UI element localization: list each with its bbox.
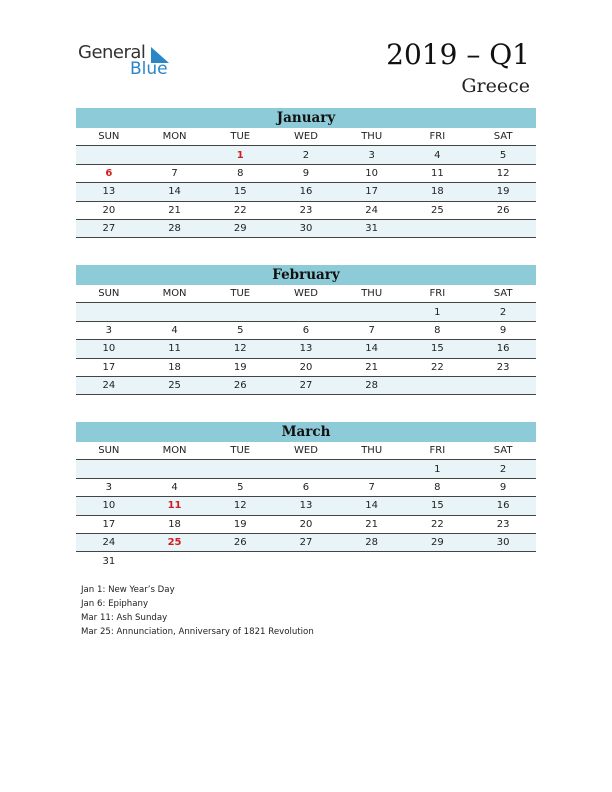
day-cell: 14 <box>142 183 208 201</box>
day-cell <box>142 552 208 570</box>
weekday-header: SAT <box>470 285 536 303</box>
day-cell: 21 <box>339 358 405 376</box>
day-cell: 27 <box>273 376 339 394</box>
day-cell: 1 <box>207 146 273 164</box>
weekday-header: THU <box>339 128 405 146</box>
day-cell <box>142 303 208 321</box>
day-cell: 2 <box>470 303 536 321</box>
day-cell: 5 <box>470 146 536 164</box>
day-cell <box>76 146 142 164</box>
day-cell: 28 <box>339 533 405 551</box>
day-cell: 10 <box>76 340 142 358</box>
logo <box>78 42 178 82</box>
day-cell: 15 <box>405 340 471 358</box>
day-cell: 6 <box>273 478 339 496</box>
day-cell: 23 <box>273 201 339 219</box>
day-cell: 25 <box>142 533 208 551</box>
weekday-header: MON <box>142 442 208 460</box>
week-row <box>76 478 536 496</box>
holiday-note: Mar 25: Annunciation, Anniversary of 1821 Revolution <box>81 627 314 637</box>
day-cell: 7 <box>339 321 405 339</box>
day-cell: 18 <box>142 358 208 376</box>
week-row <box>76 460 536 478</box>
weekday-header: THU <box>339 285 405 303</box>
day-cell: 29 <box>405 533 471 551</box>
day-cell: 22 <box>207 201 273 219</box>
week-row <box>76 321 536 339</box>
day-cell: 3 <box>339 146 405 164</box>
weekday-header: THU <box>339 442 405 460</box>
day-cell: 1 <box>405 460 471 478</box>
day-cell: 31 <box>102 555 116 567</box>
day-cell <box>339 303 405 321</box>
day-cell <box>470 552 536 570</box>
day-cell: 4 <box>142 321 208 339</box>
day-cell: 10 <box>76 497 142 515</box>
day-cell <box>142 146 208 164</box>
day-cell: 16 <box>470 340 536 358</box>
day-cell: 26 <box>207 376 273 394</box>
day-cell: 15 <box>207 183 273 201</box>
day-cell <box>339 460 405 478</box>
day-cell: 2 <box>273 146 339 164</box>
day-cell: 8 <box>405 321 471 339</box>
day-cell: 23 <box>470 515 536 533</box>
day-cell: 24 <box>76 376 142 394</box>
week-row <box>76 376 536 394</box>
day-cell: 14 <box>339 497 405 515</box>
week-row <box>76 146 536 164</box>
day-cell <box>405 376 471 394</box>
day-cell: 12 <box>207 497 273 515</box>
weekday-header: WED <box>273 442 339 460</box>
day-cell: 15 <box>405 497 471 515</box>
day-cell: 14 <box>339 340 405 358</box>
day-cell: 30 <box>470 533 536 551</box>
weekday-header: MON <box>142 285 208 303</box>
day-cell <box>142 460 208 478</box>
day-cell: 20 <box>76 201 142 219</box>
day-cell: 3 <box>76 478 142 496</box>
logo-word-blue: Blue <box>130 59 168 79</box>
day-cell: 16 <box>273 183 339 201</box>
day-cell: 6 <box>76 164 142 182</box>
week-row <box>76 533 536 551</box>
day-cell: 22 <box>405 358 471 376</box>
weekday-header: WED <box>273 285 339 303</box>
day-cell: 20 <box>273 358 339 376</box>
day-cell <box>76 460 142 478</box>
day-cell <box>339 552 405 570</box>
holiday-notes <box>81 583 314 639</box>
weekday-header: SAT <box>470 128 536 146</box>
day-cell: 12 <box>207 340 273 358</box>
week-row <box>76 552 536 570</box>
day-cell: 17 <box>339 183 405 201</box>
day-cell: 11 <box>142 497 208 515</box>
weekday-header: WED <box>273 128 339 146</box>
month-grid <box>76 128 536 238</box>
day-cell <box>273 552 339 570</box>
day-cell: 20 <box>273 515 339 533</box>
day-cell <box>405 219 471 237</box>
day-cell <box>470 219 536 237</box>
country-name: Greece <box>461 75 530 97</box>
day-cell <box>405 552 471 570</box>
month-header: February <box>76 265 536 285</box>
holiday-note: Jan 6: Epiphany <box>81 599 149 609</box>
day-cell: 9 <box>273 164 339 182</box>
day-cell: 12 <box>470 164 536 182</box>
month-february <box>76 265 536 395</box>
day-cell <box>273 460 339 478</box>
day-cell: 27 <box>273 533 339 551</box>
day-cell: 17 <box>76 358 142 376</box>
day-cell: 18 <box>142 515 208 533</box>
weekday-header: TUE <box>207 442 273 460</box>
weekday-header: SUN <box>76 442 142 460</box>
week-row <box>76 164 536 182</box>
week-row <box>76 219 536 237</box>
day-cell: 11 <box>405 164 471 182</box>
day-cell <box>470 376 536 394</box>
day-cell <box>207 303 273 321</box>
day-cell: 17 <box>76 515 142 533</box>
day-cell: 27 <box>76 219 142 237</box>
day-cell: 29 <box>207 219 273 237</box>
day-cell: 9 <box>470 478 536 496</box>
day-cell: 21 <box>142 201 208 219</box>
day-cell: 21 <box>339 515 405 533</box>
day-cell: 19 <box>470 183 536 201</box>
day-cell: 28 <box>142 219 208 237</box>
day-cell: 1 <box>405 303 471 321</box>
day-cell: 3 <box>76 321 142 339</box>
day-cell <box>207 460 273 478</box>
month-grid <box>76 285 536 395</box>
month-march <box>76 422 536 570</box>
weekday-header: MON <box>142 128 208 146</box>
day-cell: 19 <box>207 358 273 376</box>
day-cell <box>207 552 273 570</box>
day-cell: 25 <box>142 376 208 394</box>
week-row <box>76 183 536 201</box>
day-cell: 8 <box>207 164 273 182</box>
day-cell: 7 <box>142 164 208 182</box>
month-grid <box>76 442 536 570</box>
weekday-header: FRI <box>405 128 471 146</box>
day-cell: 5 <box>207 478 273 496</box>
month-header: March <box>76 422 536 442</box>
day-cell: 8 <box>405 478 471 496</box>
logo-word-general: General <box>78 42 146 63</box>
holiday-note: Mar 11: Ash Sunday <box>81 613 168 623</box>
day-cell: 7 <box>339 478 405 496</box>
day-cell: 5 <box>207 321 273 339</box>
day-cell: 25 <box>405 201 471 219</box>
day-cell: 31 <box>339 219 405 237</box>
month-january <box>76 108 536 238</box>
week-row <box>76 201 536 219</box>
day-cell: 10 <box>339 164 405 182</box>
day-cell: 11 <box>142 340 208 358</box>
holiday-note: Jan 1: New Year’s Day <box>81 585 175 595</box>
weekday-header: SAT <box>470 442 536 460</box>
day-cell: 4 <box>405 146 471 164</box>
weekday-header: FRI <box>405 442 471 460</box>
day-cell: 9 <box>470 321 536 339</box>
day-cell: 26 <box>470 201 536 219</box>
day-cell: 2 <box>470 460 536 478</box>
week-row <box>76 358 536 376</box>
day-cell: 22 <box>405 515 471 533</box>
month-header: January <box>76 108 536 128</box>
day-cell: 13 <box>76 183 142 201</box>
day-cell: 19 <box>207 515 273 533</box>
day-cell: 24 <box>76 533 142 551</box>
page-title: 2019 – Q1 <box>386 38 530 71</box>
week-row <box>76 497 536 515</box>
day-cell: 4 <box>142 478 208 496</box>
day-cell: 18 <box>405 183 471 201</box>
day-cell: 23 <box>470 358 536 376</box>
day-cell <box>273 303 339 321</box>
weekday-header: FRI <box>405 285 471 303</box>
day-cell: 26 <box>207 533 273 551</box>
week-row <box>76 340 536 358</box>
weekday-header: TUE <box>207 285 273 303</box>
week-row <box>76 303 536 321</box>
weekday-header: SUN <box>76 128 142 146</box>
day-cell: 6 <box>273 321 339 339</box>
day-cell: 13 <box>273 497 339 515</box>
day-cell: 28 <box>339 376 405 394</box>
weekday-header: SUN <box>76 285 142 303</box>
week-row <box>76 515 536 533</box>
day-cell: 30 <box>273 219 339 237</box>
day-cell: 24 <box>339 201 405 219</box>
day-cell <box>76 303 142 321</box>
day-cell: 13 <box>273 340 339 358</box>
day-cell: 16 <box>470 497 536 515</box>
weekday-header: TUE <box>207 128 273 146</box>
